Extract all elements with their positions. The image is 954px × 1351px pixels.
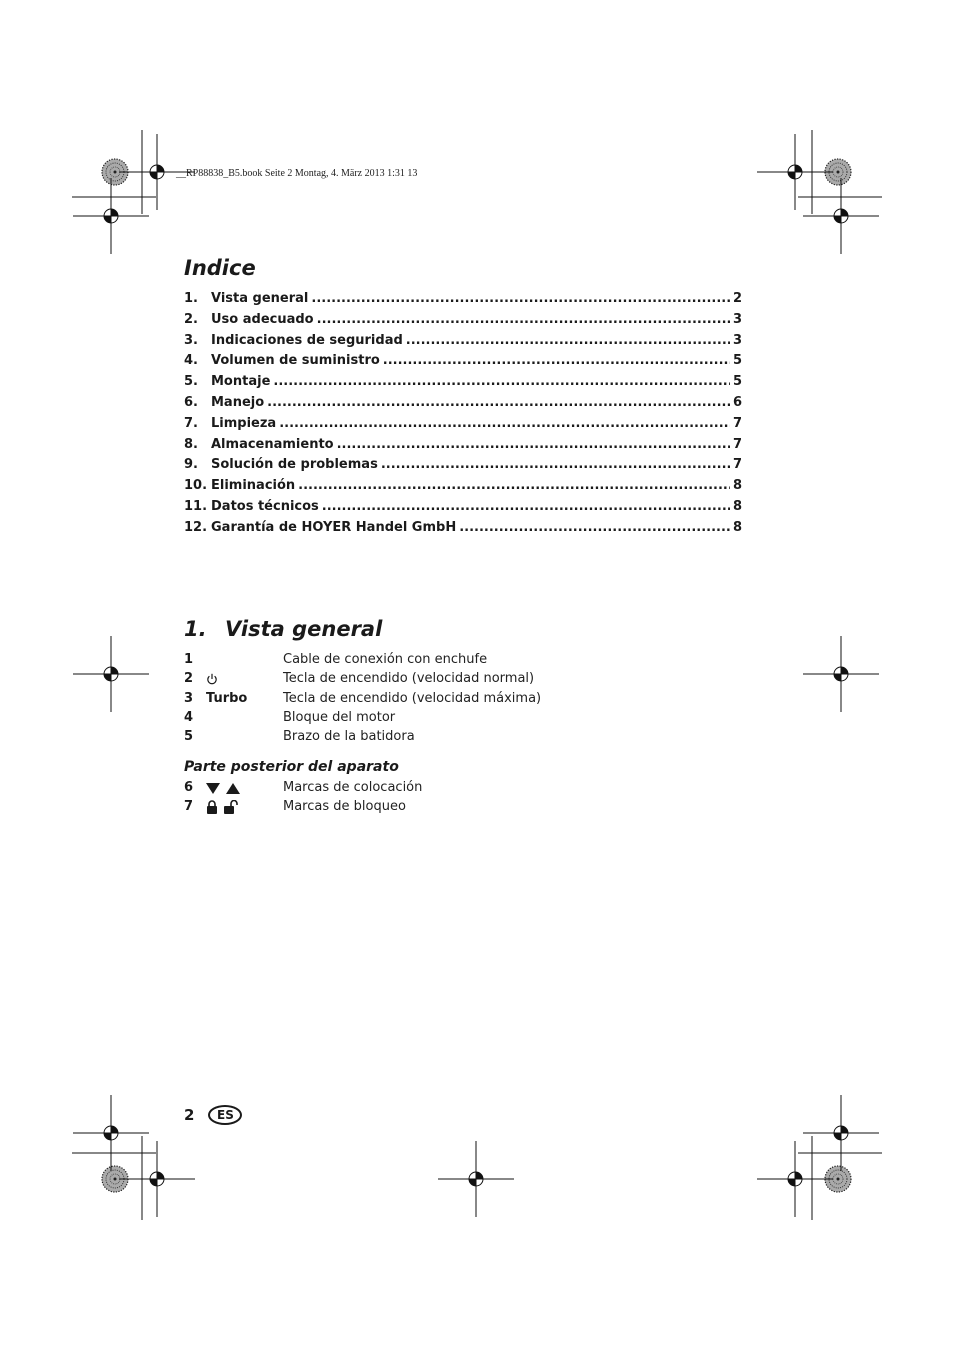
toc-entry-page: 5 (732, 374, 742, 390)
toc-entry-page: 7 (732, 436, 742, 452)
item-number: 7 (184, 799, 194, 815)
list-item (184, 708, 541, 727)
list-item (184, 727, 541, 746)
item-number: 6 (184, 780, 194, 796)
item-description: Tecla de encendido (velocidad normal) (283, 671, 535, 687)
toc-entry-number: 10. (184, 478, 208, 494)
subsection-title: Parte posterior del aparato (184, 759, 399, 775)
toc-entry-page: 7 (732, 457, 742, 473)
toc-leader-dots (383, 353, 730, 368)
language-badge: ES (208, 1105, 242, 1125)
triangle-up-icon (226, 782, 240, 794)
toc-entry-page: 7 (732, 415, 742, 431)
lock-closed-icon (206, 800, 218, 814)
toc-entry-label: Volumen de suministro (211, 353, 380, 369)
toc-entry-number: 6. (184, 394, 198, 410)
parts-list (184, 650, 541, 746)
toc-title: Indice (184, 256, 256, 280)
toc-entry[interactable] (184, 499, 742, 520)
section-title: Vista general (225, 617, 383, 641)
toc-entry-label: Limpieza (211, 415, 277, 431)
item-symbol (206, 782, 283, 794)
list-item (184, 778, 422, 797)
toc-leader-dots (317, 312, 730, 327)
toc-leader-dots (298, 478, 730, 493)
item-symbol (206, 800, 283, 814)
toc-entry[interactable] (184, 312, 742, 333)
toc-entry[interactable] (184, 478, 742, 499)
toc-entry-number: 12. (184, 519, 208, 535)
list-item (184, 669, 541, 688)
toc-entry[interactable] (184, 374, 742, 395)
toc-entry-label: Manejo (211, 394, 265, 410)
toc-entry[interactable] (184, 457, 742, 478)
toc-entry[interactable] (184, 437, 742, 458)
lock-open-icon (224, 800, 238, 814)
power-icon (206, 673, 218, 685)
item-description: Cable de conexión con enchufe (283, 652, 488, 668)
item-number: 3 (184, 690, 194, 706)
toc-entry-page: 6 (732, 394, 742, 410)
section-heading (184, 617, 382, 641)
toc-entry-page: 2 (732, 291, 742, 306)
print-slug: __RP88838_B5.book Seite 2 Montag, 4. März 2013 1:31 13 (176, 168, 418, 179)
toc-entry-number: 11. (184, 498, 208, 514)
item-description: Marcas de colocación (283, 780, 423, 796)
toc-leader-dots (267, 395, 730, 410)
item-number: 1 (184, 652, 194, 668)
toc-entry-label: Vista general (211, 291, 309, 306)
toc-entry-label: Almacenamiento (211, 436, 334, 452)
toc-leader-dots (279, 416, 730, 431)
section-number: 1. (184, 617, 207, 641)
list-item (184, 650, 541, 669)
toc-entry-label: Garantía de HOYER Handel GmbH (211, 519, 457, 535)
table-of-contents (184, 291, 742, 541)
toc-entry-page: 3 (732, 332, 742, 348)
toc-entry-label: Eliminación (211, 478, 296, 494)
item-description: Brazo de la batidora (283, 729, 415, 745)
toc-entry-page: 3 (732, 311, 742, 327)
toc-entry[interactable] (184, 333, 742, 354)
rear-parts-list (184, 778, 422, 817)
toc-entry[interactable] (184, 520, 742, 541)
item-symbol (206, 673, 283, 685)
item-number: 5 (184, 729, 194, 745)
toc-leader-dots (381, 457, 730, 472)
toc-leader-dots (337, 437, 730, 452)
toc-entry-page: 5 (732, 353, 742, 369)
item-description: Bloque del motor (283, 710, 396, 726)
item-number: 4 (184, 710, 194, 726)
item-number: 2 (184, 671, 194, 687)
toc-leader-dots (273, 374, 730, 389)
item-description: Marcas de bloqueo (283, 799, 406, 815)
toc-entry-number: 2. (184, 311, 198, 327)
toc-leader-dots (311, 291, 730, 306)
toc-entry-label: Uso adecuado (211, 311, 314, 327)
triangle-down-icon (206, 782, 220, 794)
item-description: Tecla de encendido (velocidad máxima) (283, 690, 542, 706)
page-footer (184, 1105, 242, 1125)
toc-entry-page: 8 (732, 519, 742, 535)
toc-entry-number: 9. (184, 457, 198, 473)
page-number: 2 (184, 1106, 195, 1124)
toc-leader-dots (406, 333, 730, 348)
toc-entry[interactable] (184, 353, 742, 374)
item-symbol: Turbo (206, 690, 248, 706)
toc-leader-dots (459, 520, 730, 535)
toc-leader-dots (322, 499, 730, 514)
toc-entry-label: Solución de problemas (211, 457, 378, 473)
list-item (184, 689, 541, 708)
toc-entry-number: 4. (184, 353, 198, 369)
toc-entry-page: 8 (732, 498, 742, 514)
toc-entry-number: 7. (184, 415, 198, 431)
toc-entry-number: 3. (184, 332, 198, 348)
list-item (184, 797, 422, 816)
toc-entry-number: 8. (184, 436, 198, 452)
toc-entry-page: 8 (732, 478, 742, 494)
toc-entry[interactable] (184, 416, 742, 437)
toc-entry[interactable] (184, 291, 742, 312)
toc-entry-label: Datos técnicos (211, 498, 319, 514)
toc-entry[interactable] (184, 395, 742, 416)
toc-entry-number: 1. (184, 291, 198, 306)
toc-entry-label: Montaje (211, 374, 271, 390)
toc-entry-label: Indicaciones de seguridad (211, 332, 403, 348)
toc-entry-number: 5. (184, 374, 198, 390)
